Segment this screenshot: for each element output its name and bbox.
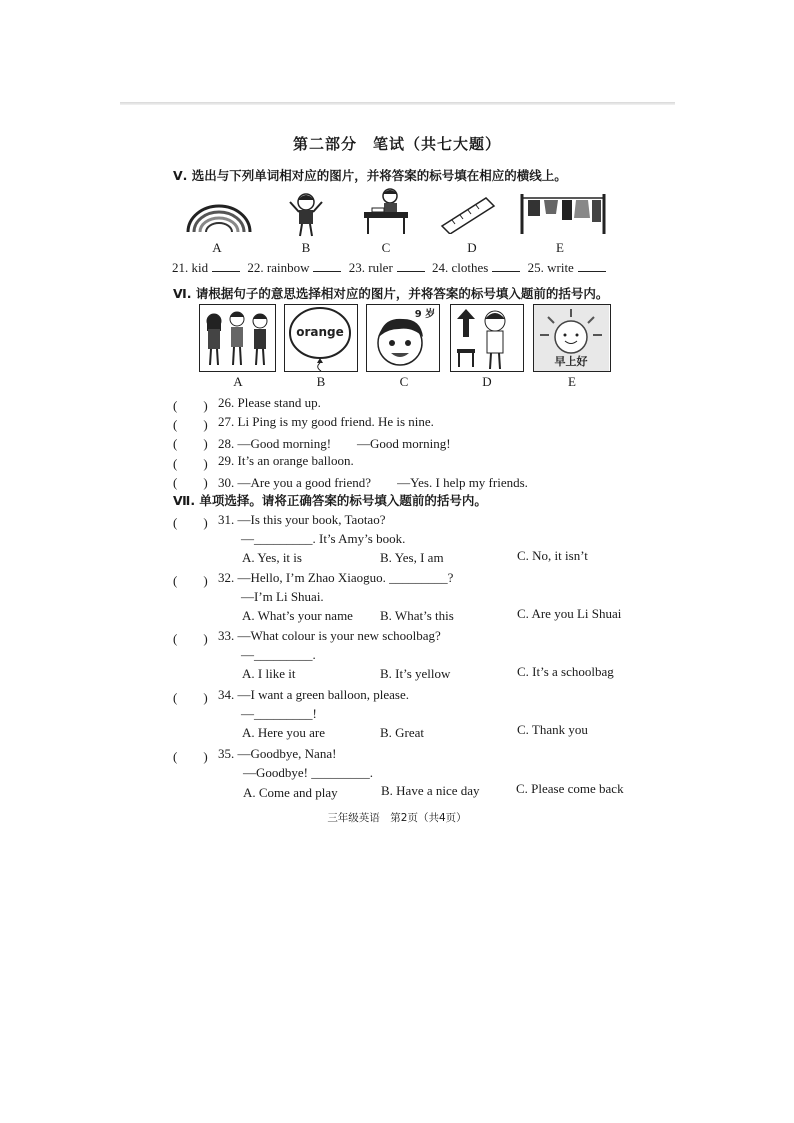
section-5-heading: Ⅴ. 选出与下列单词相对应的图片，并将答案的标号填在相应的横线上。 [173,168,567,183]
answer-paren-28[interactable]: ( ) [173,436,208,451]
sentence-30: 30. —Are you a good friend? —Yes. I help my friends. [218,475,528,490]
option-34-b: B. Great [380,725,425,740]
kid-picture [286,190,326,238]
picture-label-e2: E [568,374,576,389]
answer-paren-26[interactable]: ( ) [173,398,208,413]
answer-blank-25[interactable] [578,270,606,272]
word-24: 24. clothes [432,260,489,275]
boy-age-picture [366,304,440,372]
word-21: 21. kid [172,260,209,275]
standing-kids-picture [199,304,276,372]
option-32-a: A. What’s your name [242,608,353,623]
question-32: 32. —Hello, I’m Zhao Xiaoguo. _________? [218,570,454,585]
picture-label-e: E [556,240,564,255]
clothes-picture [518,192,608,236]
sentence-29: 29. It’s an orange balloon. [218,453,354,468]
answer-paren-35[interactable]: ( ) [173,749,208,764]
answer-paren-31[interactable]: ( ) [173,515,208,530]
word-22: 22. rainbow [247,260,310,275]
option-35-c: C. Please come back [516,781,624,796]
page-top-edge [120,102,675,105]
answer-paren-33[interactable]: ( ) [173,631,208,646]
orange-balloon-picture [284,304,358,372]
picture-label-d: D [467,240,477,255]
sentence-27: 27. Li Ping is my good friend. He is nine. [218,414,434,429]
picture-label-a2: A [233,374,243,389]
question-32-reply: —I’m Li Shuai. [241,589,324,604]
word-25: 25. write [527,260,574,275]
answer-paren-32[interactable]: ( ) [173,573,208,588]
option-35-a: A. Come and play [243,785,338,800]
picture-label-a: A [212,240,222,255]
option-34-a: A. Here you are [242,725,326,740]
word-row [172,260,610,276]
greeting-label: 早上好 [554,355,588,368]
sentence-26: 26. Please stand up. [218,395,321,410]
picture-label-b2: B [316,374,326,389]
option-33-c: C. It’s a schoolbag [517,664,614,679]
answer-paren-27[interactable]: ( ) [173,417,208,432]
answer-paren-30[interactable]: ( ) [173,475,208,490]
answer-blank-21[interactable] [212,270,240,272]
option-33-a: A. I like it [242,666,296,681]
page-title: 第二部分 笔试（共七大题） [292,135,501,153]
option-35-b: B. Have a nice day [381,783,480,798]
question-33: 33. —What colour is your new schoolbag? [218,628,441,643]
option-33-b: B. It’s yellow [380,666,451,681]
section-7-heading: Ⅶ. 单项选择。请将正确答案的标号填入题前的括号内。 [173,493,487,508]
option-32-b: B. What’s this [380,608,454,623]
option-31-b: B. Yes, I am [380,550,444,565]
good-morning-picture [533,304,611,372]
question-31-reply: —_________. It’s Amy’s book. [241,531,406,546]
word-23: 23. ruler [348,260,393,275]
ruler-picture [440,196,496,234]
balloon-label: orange [296,325,344,339]
answer-blank-22[interactable] [313,270,341,272]
question-31: 31. —Is this your book, Taotao? [218,512,386,527]
answer-paren-29[interactable]: ( ) [173,456,208,471]
question-34-reply: —_________! [241,706,317,721]
section-6-heading: Ⅵ. 请根据句子的意思选择相对应的图片，并将答案的标号填入题前的括号内。 [173,286,609,301]
option-31-a: A. Yes, it is [242,550,302,565]
option-34-c: C. Thank you [517,722,588,737]
age-label: 9 岁 [414,309,436,320]
question-33-reply: —_________. [241,647,316,662]
picture-label-c: C [381,240,391,255]
picture-label-d2: D [482,374,492,389]
stand-up-picture [450,304,524,372]
page-footer: 三年级英语 第2页（共4页） [327,812,467,824]
answer-paren-34[interactable]: ( ) [173,690,208,705]
answer-blank-23[interactable] [397,270,425,272]
picture-label-c2: C [399,374,409,389]
rainbow-picture [184,200,254,236]
option-32-c: C. Are you Li Shuai [517,606,622,621]
picture-label-b: B [301,240,311,255]
question-35: 35. —Goodbye, Nana! [218,746,337,761]
question-35-reply: —Goodbye! _________. [243,765,373,780]
answer-blank-24[interactable] [492,270,520,272]
write-picture [360,186,412,238]
sentence-28: 28. —Good morning! —Good morning! [218,436,451,451]
option-31-c: C. No, it isn’t [517,548,588,563]
question-34: 34. —I want a green balloon, please. [218,687,409,702]
